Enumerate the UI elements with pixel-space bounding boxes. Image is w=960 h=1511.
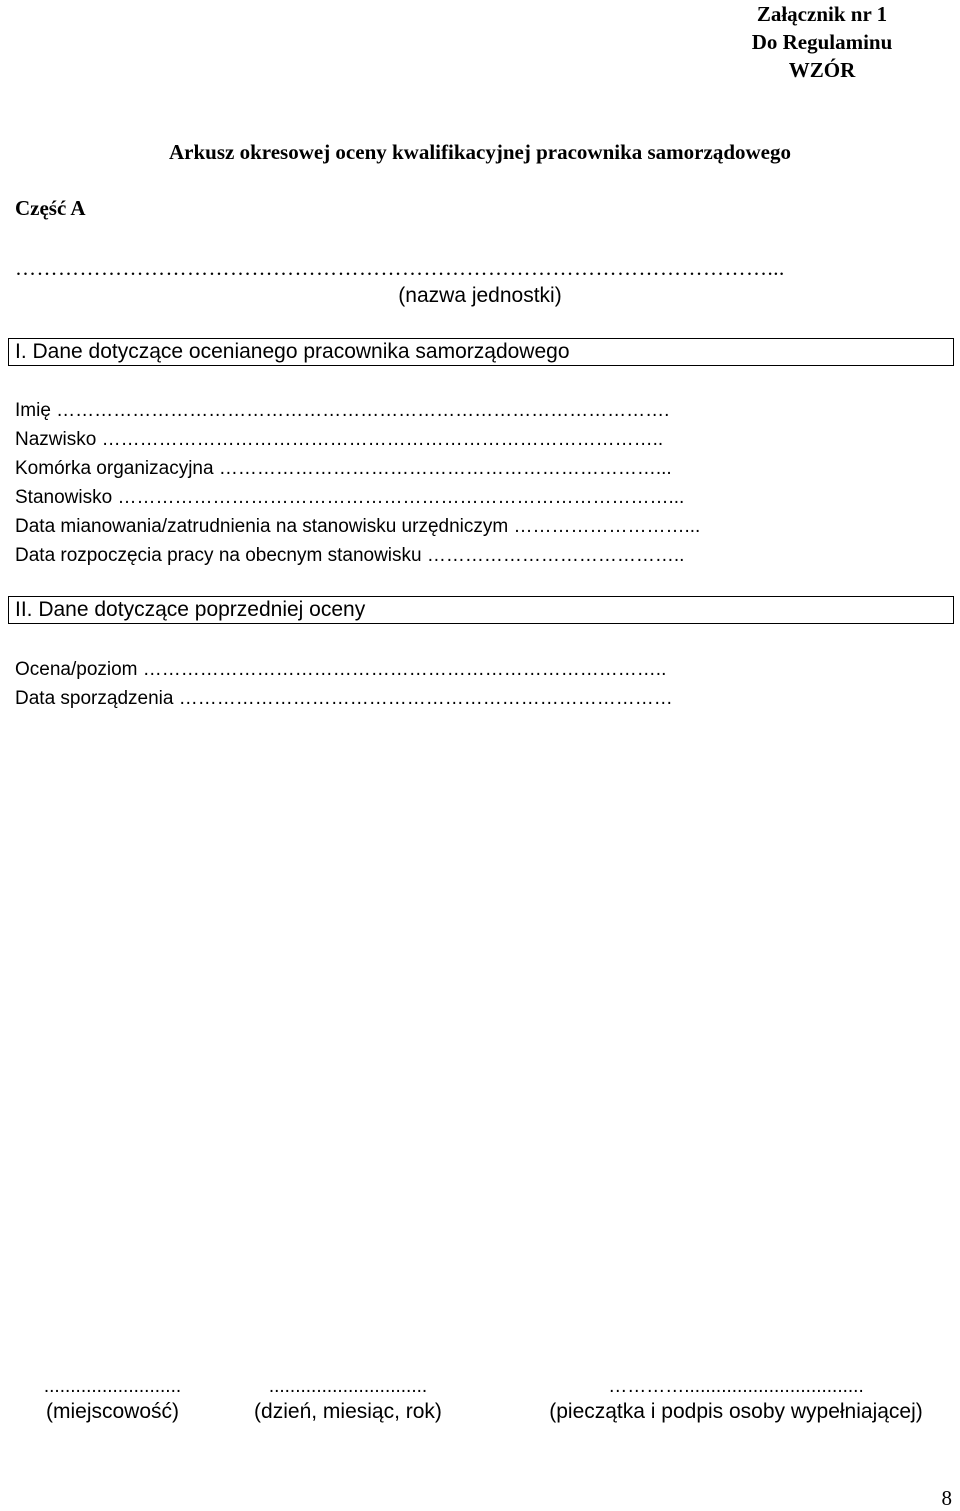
signature-date-caption: (dzień, miesiąc, rok) xyxy=(254,1400,442,1423)
section-2-title: II. Dane dotyczące poprzedniej oceny xyxy=(15,598,366,621)
page-number: 8 xyxy=(941,1486,952,1510)
signature-date-dots: .............................. xyxy=(268,1376,428,1397)
section-1-title: I. Dane dotyczące ocenianego pracownika samorządowego xyxy=(15,340,570,363)
signature-place-dots: .......................... xyxy=(43,1376,182,1397)
part-label: Część A xyxy=(15,196,86,220)
annex-label: Załącznik nr 1 xyxy=(756,2,888,26)
signature-stamp[interactable] xyxy=(526,1376,946,1426)
signature-stamp-dots: ………….................................. xyxy=(608,1376,864,1397)
annex-header xyxy=(702,0,942,84)
last-name-field[interactable]: Nazwisko …………………………………………………………………………….. xyxy=(15,429,664,450)
unit-name-caption: (nazwa jednostki) xyxy=(398,284,562,307)
signature-date[interactable] xyxy=(238,1376,458,1426)
signature-place-caption: (miejscowość) xyxy=(45,1400,179,1423)
signature-stamp-caption: (pieczątka i podpis osoby wypełniającej) xyxy=(549,1400,923,1423)
first-name-field[interactable]: Imię ……………………………………………………………………………………. xyxy=(15,400,670,421)
current-position-start-field[interactable]: Data rozpoczęcia pracy na obecnym stanowisku ………………………………….. xyxy=(15,545,685,566)
position-field[interactable]: Stanowisko ……………………………………………………………………………... xyxy=(15,487,685,508)
section-2-header xyxy=(8,596,954,624)
appointment-date-field[interactable]: Data mianowania/zatrudnienia na stanowisku urzędniczym ………………………... xyxy=(15,516,701,537)
department-field[interactable]: Komórka organizacyjna ……………………………………………………………... xyxy=(15,458,672,479)
unit-name-field[interactable]: ……………………………………………………………………………………………... xyxy=(15,256,785,280)
section-1-header xyxy=(8,338,954,366)
regulation-label: Do Regulaminu xyxy=(751,30,893,54)
document-title: Arkusz okresowej oceny kwalifikacyjnej pracownika samorządowego xyxy=(169,140,791,164)
signature-place[interactable] xyxy=(30,1376,195,1426)
template-label: WZÓR xyxy=(788,58,856,82)
previous-rating-field[interactable]: Ocena/poziom ……………………………………………………………………….. xyxy=(15,659,667,680)
preparation-date-field[interactable]: Data sporządzenia …………………………………………………………………… xyxy=(15,688,673,709)
